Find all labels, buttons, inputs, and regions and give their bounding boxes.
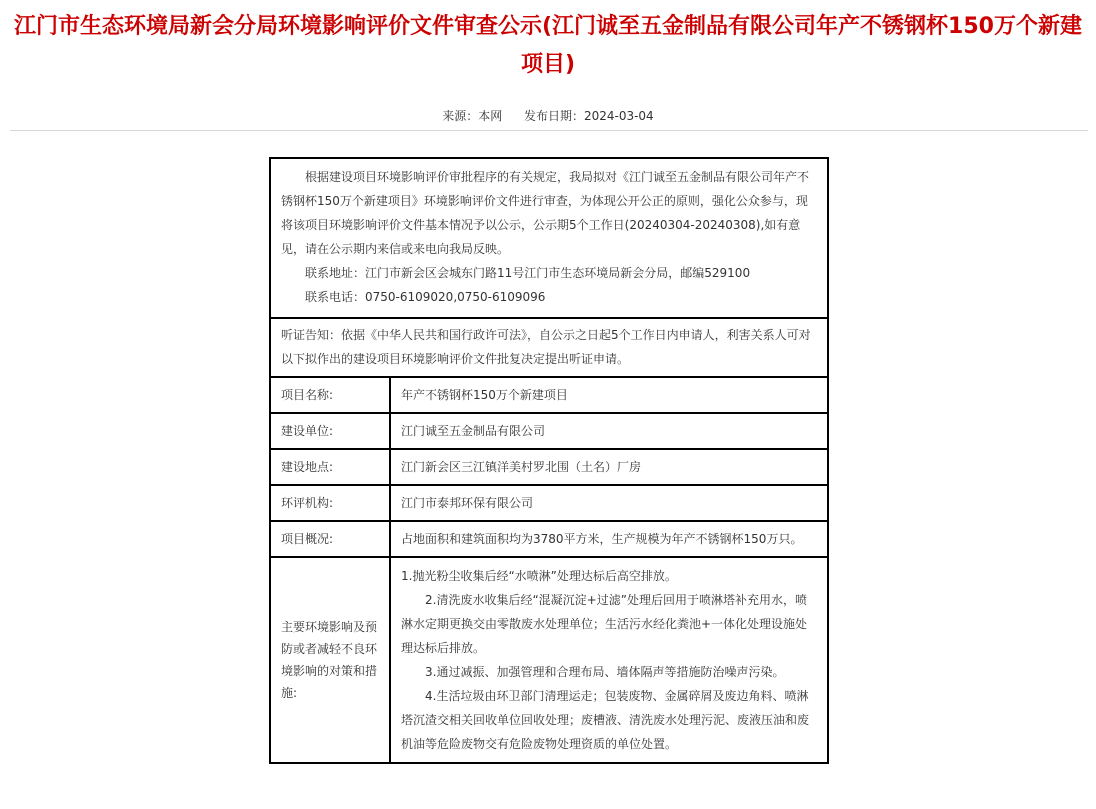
measures-label: 主要环境影响及预防或者减轻不良环境影响的对策和措施: [270, 557, 390, 763]
table-row [270, 413, 828, 449]
measure-item: 3.通过减振、加强管理和合理布局、墙体隔声等措施防治噪声污染。 [425, 665, 785, 679]
table-row [270, 521, 828, 557]
table-row [270, 485, 828, 521]
row-value: 年产不锈钢杯150万个新建项目 [390, 377, 828, 413]
page-title: 江门市生态环境局新会分局环境影响评价文件审查公示(江门诚至五金制品有限公司年产不锈钢杯150万个新建项目) [14, 14, 1082, 77]
hearing-cell [270, 318, 828, 377]
row-label: 项目名称: [270, 377, 390, 413]
row-value: 占地面积和建筑面积均为3780平方米，生产规模为年产不锈钢杯150万只。 [390, 521, 828, 557]
measure-item: 2.清洗废水收集后经“混凝沉淀+过滤”处理后回用于喷淋塔补充用水，喷淋水定期更换交由零散废水处理单位；生活污水经化粪池+一体化处理设施处理达标后排放。 [401, 593, 808, 655]
notice-intro: 根据建设项目环境影响评价审批程序的有关规定，我局拟对《江门诚至五金制品有限公司年产不锈钢杯150万个新建项目》环境影响评价文件进行审查，为体现公开公正的原则，强化公众参与，现将该项目环境影响评价文件基本情况予以公示，公示期5个工作日(20240304-20240308),如有意见，请在公示期内来信或来电向我局反映。 [281, 170, 810, 256]
row-value: 江门市泰邦环保有限公司 [390, 485, 828, 521]
notice-cell [270, 158, 828, 318]
contact-address: 联系地址：江门市新会区会城东门路11号江门市生态环境局新会分局，邮编529100 [305, 266, 751, 280]
measures-cell [390, 557, 828, 763]
row-value: 江门诚至五金制品有限公司 [390, 413, 828, 449]
measure-item: 4.生活垃圾由环卫部门清理运走；包装废物、金属碎屑及废边角料、喷淋塔沉渣交相关回收单位回收处理；废槽液、清洗废水处理污泥、废液压油和废机油等危险废物交有危险废物处理资质的单位处置。 [401, 689, 810, 751]
measures-row [270, 557, 828, 763]
header-divider [10, 130, 1088, 131]
notice-table [269, 157, 829, 764]
measure-item: 1.抛光粉尘收集后经“水喷淋”处理达标后高空排放。 [401, 569, 677, 583]
article-meta [0, 107, 1096, 125]
hearing-row [270, 318, 828, 377]
row-value: 江门新会区三江镇洋美村罗北围（土名）厂房 [390, 449, 828, 485]
source-label: 来源：本网 [442, 109, 503, 123]
row-label: 环评机构: [270, 485, 390, 521]
publish-date: 发布日期：2024-03-04 [523, 109, 654, 123]
table-row [270, 449, 828, 485]
notice-row [270, 158, 828, 318]
row-label: 建设单位: [270, 413, 390, 449]
row-label: 项目概况: [270, 521, 390, 557]
table-row [270, 377, 828, 413]
hearing-notice: 听证告知：依据《中华人民共和国行政许可法》，自公示之日起5个工作日内申请人，利害关系人可对以下拟作出的建设项目环境影响评价文件批复决定提出听证申请。 [281, 328, 811, 366]
contact-phone: 联系电话：0750-6109020,0750-6109096 [305, 290, 546, 304]
row-label: 建设地点: [270, 449, 390, 485]
